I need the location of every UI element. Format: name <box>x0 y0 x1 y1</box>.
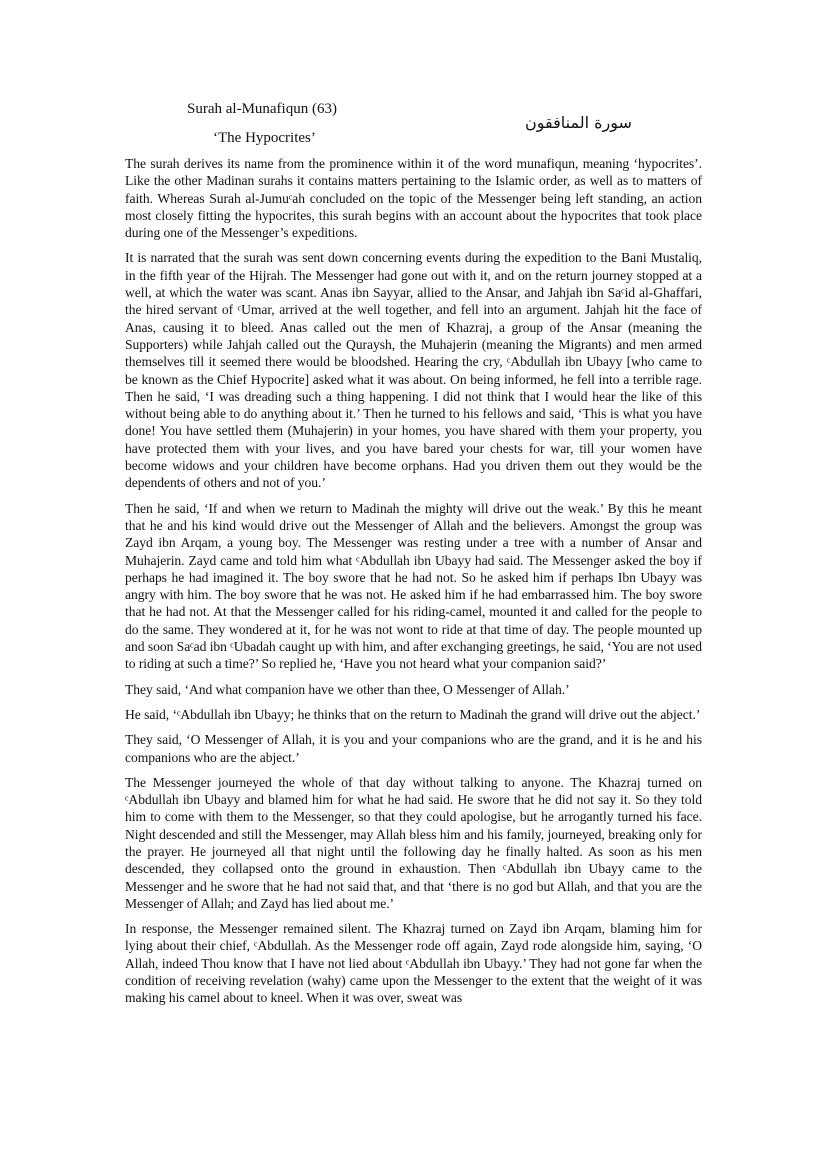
surah-title: Surah al-Munafiqun (63) <box>187 101 337 117</box>
paragraph: They said, ‘And what companion have we other than thee, O Messenger of Allah.’ <box>125 681 570 697</box>
paragraph: They said, ‘O Messenger of Allah, it is you and your companions who are the grand, and it is he and his companions who are the abject.’ <box>125 732 702 765</box>
arabic-title: سورة المنافقون <box>525 113 632 132</box>
paragraph: In response, the Messenger remained silent. The Khazraj turned on Zayd ibn Arqam, blaming him for lying about their chief, ᶜAbdullah. As the Messenger rode off again, Zayd rode alongside him, saying, ‘O Allah, indeed Thou know that I have not lied about ᶜAbdullah ibn Ubayy.’ They had not gone far when the condition of receiving revelation (wahy) came upon the Messenger to the extent that the weight of it was making his camel about to kneel. When it was over, sweat was <box>125 921 702 1006</box>
body-text <box>125 155 702 1015</box>
paragraph: The Messenger journeyed the whole of that day without talking to anyone. The Khazraj turned on ᶜAbdullah ibn Ubayy and blamed him for what he had said. He swore that he did not say it. So they told him to come with them to the Messenger, so that they could apologise, but he arrogantly turned his face. Night descended and still the Messenger, may Allah bless him and his family, journeyed, breaking only for the prayer. He journeyed all that night until the following day he finally halted. As soon as his men descended, they collapsed onto the ground in exhaustion. Then ᶜAbdullah ibn Ubayy came to the Messenger and he swore that he had not said that, and that ‘there is no god but Allah, and that you are the Messenger of Allah; and Zayd has lied about me.’ <box>125 774 702 911</box>
paragraph: It is narrated that the surah was sent down concerning events during the expedition to the Bani Mustaliq, in the fifth year of the Hijrah. The Messenger had gone out with it, and on the return journey stopped at a well, at which the water was scant. Anas ibn Sayyar, allied to the Ansar, and Jahjah ibn Saᶜid al-Ghaffari, the hired servant of ᶜUmar, arrived at the well together, and fell into an argument. Jahjah hit the face of Anas, causing it to bleed. Anas called out the men of Khazraj, a group of the Ansar (meaning the Supporters) while Jahjah called out the Quraysh, the Muhajerin (meaning the Migrants) and men armed themselves till it seemed there would be bloodshed. Hearing the cry, ᶜAbdullah ibn Ubayy [who came to be known as the Chief Hypocrite] asked what it was about. On being informed, he fell into a terrible rage. Then he said, ‘I was dreading such a thing happening. I did not think that I would hear the like of this without being able to do anything about it.’ Then he turned to his fellows and said, ‘This is what you have done! You have settled them (Muhajerin) in your homes, you have shared with them your property, you have protected them with your lives, and you have bared your chests for war, till your women have become widows and your children have become orphans. Had you driven them out they would be the dependents of others and not of you.’ <box>125 250 702 491</box>
paragraph: He said, ‘ᶜAbdullah ibn Ubayy; he thinks that on the return to Madinah the grand will drive out the abject.’ <box>125 706 701 722</box>
surah-subtitle: ‘The Hypocrites’ <box>213 130 316 146</box>
paragraph: Then he said, ‘If and when we return to Madinah the mighty will drive out the weak.’ By this he meant that he and his kind would drive out the Messenger of Allah and the believers. Amongst the group was Zayd ibn Arqam, a young boy. The Messenger was resting under a tree with a number of Ansar and Muhajerin. Zayd came and told him what ᶜAbdullah ibn Ubayy had said. The Messenger asked the boy if perhaps he had imagined it. The boy swore that he had not. So he asked him if perhaps Ibn Ubayy was angry with him. The boy swore that he was not. He asked him if he had embarrassed him. The boy swore that he had not. At that the Messenger called for his riding-camel, mounted it and called for the people to do the same. They wondered at it, for he was not wont to ride at that time of day. The people mounted up and soon Saᶜad ibn ᶜUbadah caught up with him, and after exchanging greetings, he said, ‘You are not used to riding at such a time?’ So replied he, ‘Have you not heard what your companion said?’ <box>125 500 702 672</box>
paragraph: The surah derives its name from the prominence within it of the word munafiqun, meaning ‘hypocrites’. Like the other Madinan surahs it contains matters pertaining to the Islamic order, as well as to matters of faith. Whereas Surah al-Jumuᶜah concluded on the topic of the Messenger being left standing, an action most closely fitting the hypocrites, this surah begins with an account about the hypocrites that took place during one of the Messenger’s expeditions. <box>125 156 702 241</box>
